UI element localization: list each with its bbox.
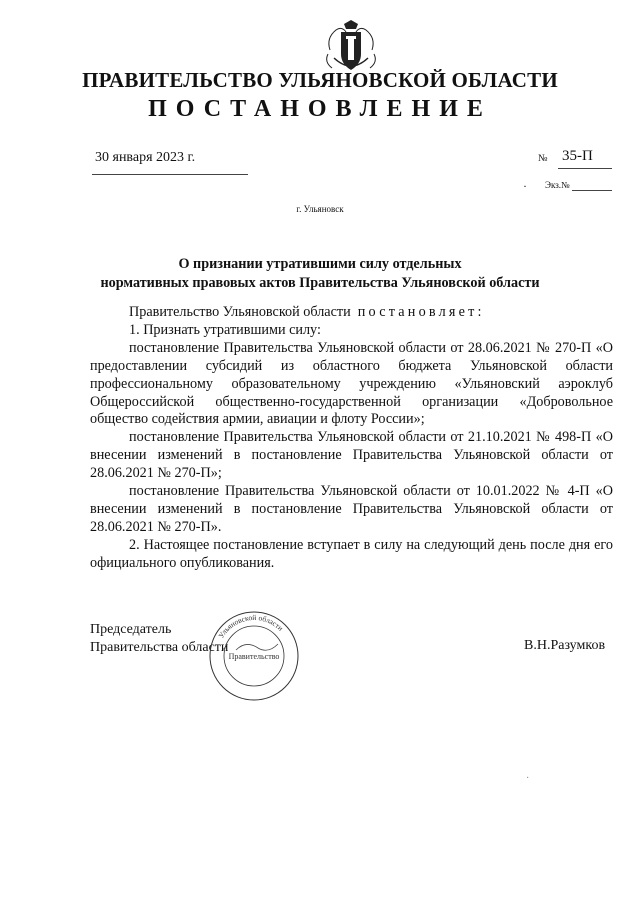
position-line-1: Председатель (90, 622, 172, 637)
copy-number-label: Экз.№ (545, 180, 570, 190)
copy-number-underline (572, 190, 612, 191)
repealed-act-1: постановление Правительства Ульяновской области от 28.06.2021 № 270-П «О предоставлении субсидий из областного бюджета Ульяновской области профессиональному образовательному учреждению «Ульяновский аэроклуб Общероссийской общественно-государственной организации «Добровольное общество содействия армии, авиации и флоту России»; (90, 339, 613, 428)
document-type-heading: ПОСТАНОВЛЕНИЕ (148, 96, 492, 122)
item-2: 2. Настоящее постановление вступает в силу на следующий день после дня его официального опубликования. (90, 536, 613, 571)
intro-suffix: : (477, 304, 482, 320)
document-number: 35-П (562, 148, 593, 164)
stamp-center-text: Правительство (228, 652, 280, 661)
stamp-ring-text: Ульяновской области (216, 612, 286, 640)
intro-prefix: Правительство Ульяновской области (129, 304, 351, 320)
repealed-act-2: постановление Правительства Ульяновской области от 21.10.2021 № 498-П «О внесении изменений в постановление Правительства Ульяновской области от 28.06.2021 № 270-П»; (90, 429, 613, 482)
position-line-2: Правительства области (90, 640, 229, 655)
number-label: № (538, 153, 548, 164)
city-label: г. Ульяновск (296, 204, 344, 214)
repealed-act-3: постановление Правительства Ульяновской области от 10.01.2022 № 4-П «О внесении изменений в постановление Правительства Ульяновской области от 28.06.2021 № 270-П». (90, 483, 613, 535)
scan-mark: · (526, 773, 530, 784)
item-1: 1. Признать утратившими силу: (129, 321, 321, 338)
coat-of-arms-emblem (322, 20, 380, 74)
intro-paragraph (90, 304, 613, 322)
document-date: 30 января 2023 г. (95, 150, 196, 165)
margin-dot: · (523, 179, 527, 193)
intro-keyword: постановляет (357, 304, 478, 320)
official-stamp (208, 610, 300, 702)
subject-line-1: О признании утратившими силу отдельных (178, 256, 462, 272)
government-title: ПРАВИТЕЛЬСТВО УЛЬЯНОВСКОЙ ОБЛАСТИ (82, 68, 558, 92)
subject-line-2: нормативных правовых актов Правительства Ульяновской области (100, 275, 540, 291)
document-subject (0, 255, 640, 293)
number-underline (558, 168, 612, 169)
signatory-name: В.Н.Разумков (524, 638, 606, 653)
date-underline (92, 174, 248, 175)
document-body (90, 304, 613, 573)
